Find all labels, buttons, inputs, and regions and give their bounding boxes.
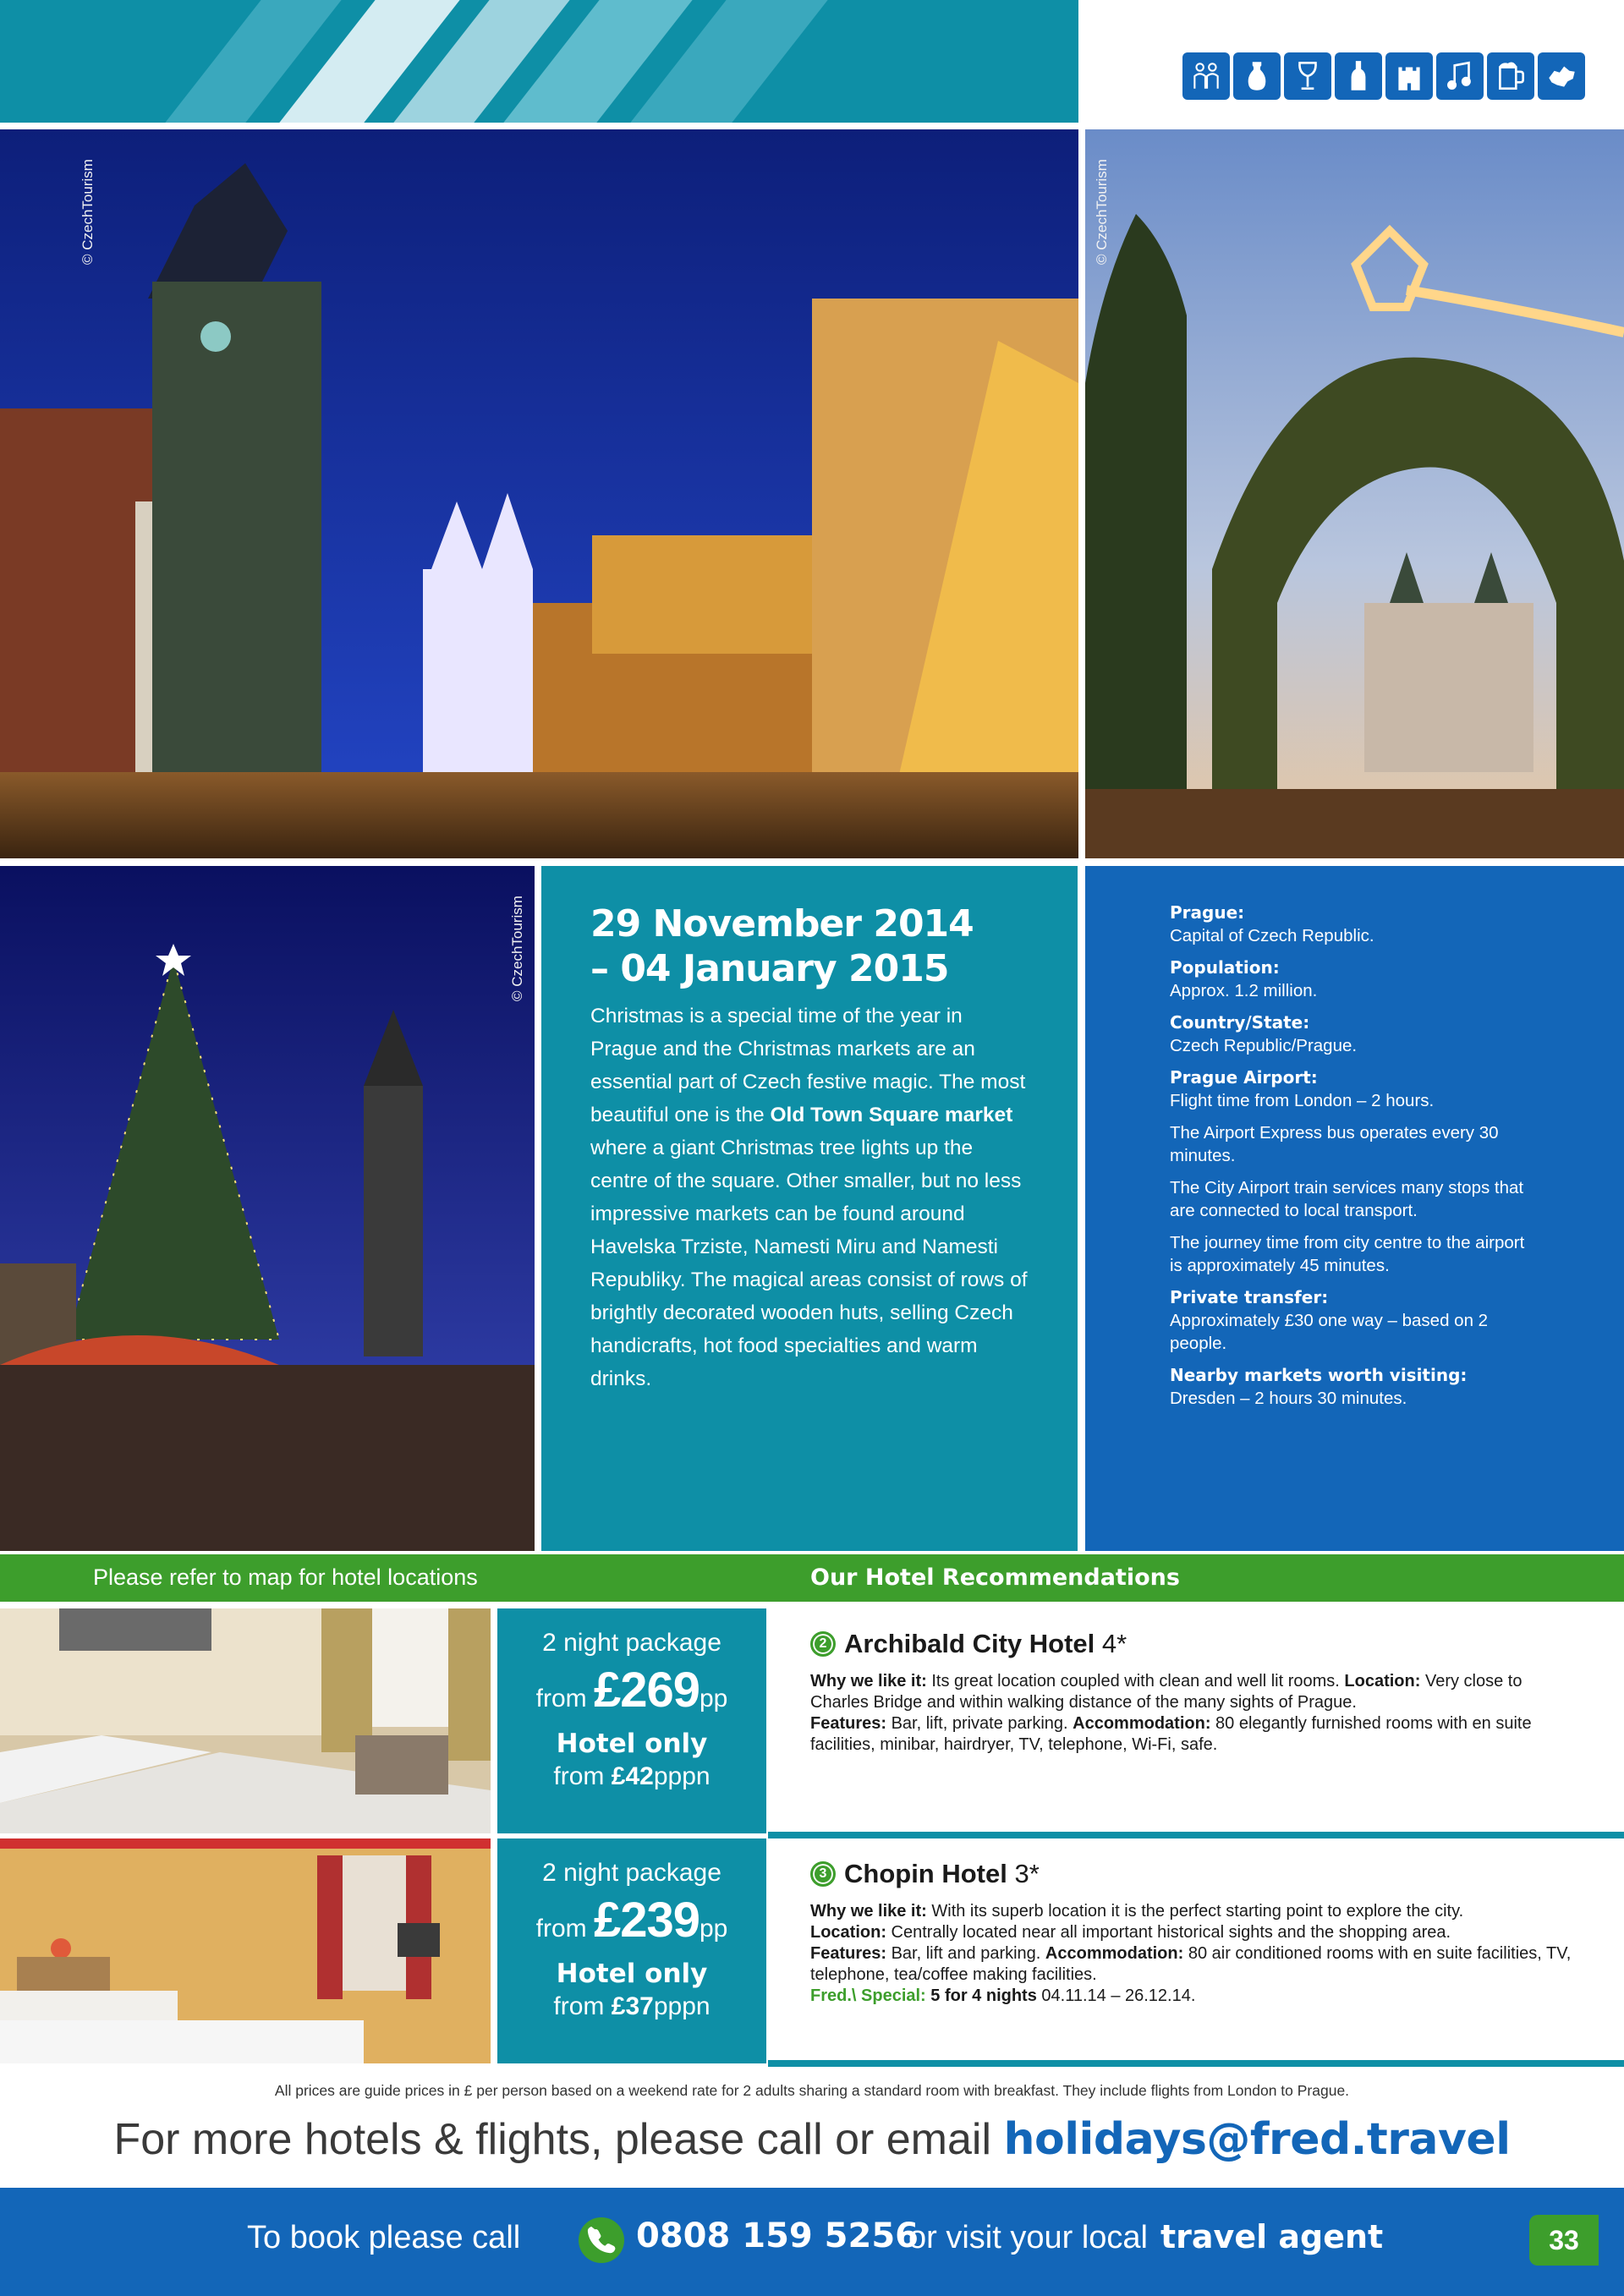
hotel-description: Why we like it: With its superb location it is the perfect starting point to explore the city. Location: Centrally located near all important historical sights and the shopping area. Features: Bar, lift and parking. Accommodation: 80 air conditioned rooms with en suite facilities, TV, telephone, tea/coffee making facilities. Fred.\ Special: 5 for 4 nights 04.11.14 – 26.12.14. [810,1902,1572,2005]
hotel-only-price: from £37pppn [553,1992,710,2020]
photo-market-arch [1085,129,1624,858]
hotel-divider [768,2060,1624,2067]
hotel-only-price: from £42pppn [553,1762,710,1790]
booking-bar [0,2188,1624,2296]
highlight-market: Old Town Square market [770,1104,1013,1126]
date-end: – 04 January 2015 [590,947,949,990]
castle-icon [1385,52,1433,100]
photo-credit: © CzechTourism [509,896,525,1001]
book-label: To book please call [247,2220,521,2255]
header-band [0,0,1078,123]
people-icon [1182,52,1230,100]
price-box-archibald [497,1608,766,1833]
hotel-description: Why we like it: Its great location coupled with clean and well lit rooms. Location: Very close to Charles Bridge and within walking distance of the many sights of Prague. Features: Bar, lift, private parking. Accommodation: 80 elegantly furnished rooms with en suite facilities, minibar, hairdryer, TV, telephone, Wi-Fi, safe. [810,1672,1532,1754]
contact-cta: For more hotels & flights, please call or email holidays@fred.travel [113,2114,1511,2165]
bottle-icon [1335,52,1382,100]
info-train: The City Airport train services many stops that are connected to local transport. [1170,1178,1524,1220]
wine-glass-icon [1284,52,1331,100]
info-airport: Prague Airport: Flight time from London – 2 hours. [1170,1067,1435,1110]
info-country: Country/State: Czech Republic/Prague. [1170,1012,1358,1055]
special-offer-label: Fred.\ Special: [810,1986,926,2005]
intro-text: Christmas is a special time of the year in Prague and the Christmas markets are an essential part of Czech festive magic. The most beautiful one is the Old Town Square market where a giant Christmas tree lights up the centre of the square. Other smaller, but no less impressive markets can be found around Havelska Trziste, Namesti Miru and Namesti Republiky. The magical areas consist of rows of brightly decorated wooden huts, selling Czech handicrafts, hot food specialties and warm drinks. [590,1005,1028,1390]
price-disclaimer: All prices are guide prices in £ per person based on a weekend rate for 2 adults sharing a standard room with breakfast. They include flights from London to Prague. [274,2082,1350,2099]
hotel-only-label: Hotel only [556,1959,708,1989]
hotel-card-chopin [768,1838,1624,2063]
info-panel [1085,866,1624,1551]
photo-christmas-tree [0,866,535,1551]
intro-panel [541,866,1078,1551]
info-bus: The Airport Express bus operates every 30 minutes. [1170,1123,1499,1165]
visit-text: or visit your local [908,2220,1148,2255]
photo-old-town-square [0,129,1078,858]
photo-hotel-room-2 [0,1838,491,2063]
map-region-icon [1538,52,1585,100]
email-link[interactable]: holidays@fred.travel [1003,2114,1511,2165]
hotel-title: 2 Archibald City Hotel 4* [810,1629,1582,1659]
vase-icon [1233,52,1281,100]
package-label: 2 night package [542,1629,721,1657]
info-transfer: Private transfer: Approximately £30 one way – based on 2 people. [1170,1287,1489,1353]
section-title: Our Hotel Recommendations [810,1564,1180,1591]
photo-credit: © CzechTourism [1094,159,1110,265]
info-prague: Prague: Capital of Czech Republic. [1170,902,1374,945]
info-markets: Nearby markets worth visiting: Dresden – 2 hours 30 minutes. [1170,1365,1468,1408]
hotel-card-archibald [768,1608,1624,1833]
feature-icons [1182,52,1585,100]
map-number-icon: 2 [810,1631,836,1657]
date-start: 29 November 2014 [590,902,974,945]
info-journey: The journey time from city centre to the airport is approximately 45 minutes. [1170,1233,1525,1275]
package-price: from £269pp [535,1663,728,1718]
hotel-divider [768,1832,1624,1838]
beer-mug-icon [1487,52,1534,100]
info-population: Population: Approx. 1.2 million. [1170,957,1318,1000]
section-bar [0,1554,1624,1602]
event-dates [590,901,1029,991]
map-number-icon: 3 [810,1861,836,1887]
page-number: 33 [1529,2215,1599,2266]
photo-hotel-room-1 [0,1608,491,1833]
package-label: 2 night package [542,1859,721,1887]
music-icon [1436,52,1484,100]
package-price: from £239pp [535,1893,728,1948]
price-box-chopin [497,1838,766,2063]
photo-credit: © CzechTourism [80,159,96,265]
phone-icon [579,2217,624,2263]
travel-agent-text: travel agent [1160,2218,1384,2255]
phone-number[interactable]: 0808 159 5256 [636,2217,919,2255]
hotel-only-label: Hotel only [556,1729,708,1759]
hotel-title: 3 Chopin Hotel 3* [810,1859,1582,1889]
map-note: Please refer to map for hotel locations [93,1564,478,1590]
